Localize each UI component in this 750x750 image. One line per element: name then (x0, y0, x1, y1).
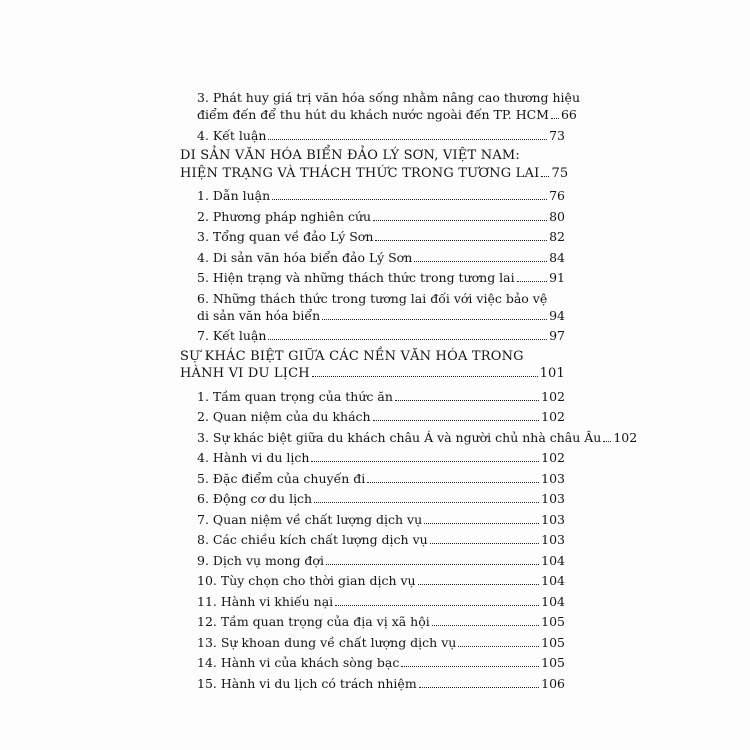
dot-leader (418, 583, 540, 585)
toc-page-number: 76 (549, 188, 565, 203)
dot-leader (458, 645, 539, 647)
toc-entry-text: điểm đến để thu hút du khách nước ngoài đến TP. HCM (197, 107, 549, 122)
toc-page-number: 104 (541, 573, 565, 588)
toc-entry-b5 (180, 269, 565, 286)
toc-entry-a3 (180, 89, 581, 123)
toc-entry-b1 (180, 187, 565, 204)
toc-page-number: 91 (549, 270, 565, 285)
toc-entry-text: 3. Phát huy giá trị văn hóa sống nhằm nâng cao thương hiệu (197, 90, 581, 105)
toc-page-number: 103 (541, 511, 565, 527)
dot-leader (373, 419, 540, 421)
toc-entry-c10 (180, 572, 565, 589)
toc-page-number: 103 (541, 491, 565, 506)
toc-entry-text: 1. Tầm quan trọng của thức ăn (197, 388, 393, 404)
dot-leader (419, 686, 539, 688)
toc-entry-text: 2. Quan niệm của du khách (197, 409, 371, 424)
toc-entry-b4 (180, 249, 565, 266)
dot-leader (551, 117, 559, 119)
toc-entry-c3 (180, 429, 638, 446)
dot-leader (268, 338, 547, 340)
toc-page-number: 82 (549, 229, 565, 244)
toc-entry-text: di sản văn hóa biển (197, 307, 321, 323)
toc-entry-b6 (180, 290, 565, 324)
dot-leader (541, 175, 549, 177)
toc-entry-b2 (180, 208, 565, 225)
toc-page-number: 103 (541, 470, 565, 486)
toc-entry-text: 5. Hiện trạng và những thách thức trong tương lai (197, 270, 515, 285)
toc-entry-text: 15. Hành vi du lịch có trách nhiệm (197, 675, 417, 691)
toc-entry-text: 4. Di sản văn hóa biển đảo Lý Sơn (197, 249, 413, 265)
section-title: SỰ KHÁC BIỆT GIỮA CÁC NỀN VĂN HÓA TRONG (180, 348, 524, 364)
toc-page-number: 80 (549, 208, 565, 224)
dot-leader (322, 318, 547, 320)
toc-page-number: 94 (549, 307, 565, 323)
dot-leader (367, 481, 539, 483)
toc-entry-text: 13. Sự khoan dung về chất lượng dịch vụ (197, 634, 457, 650)
toc-entry-text: 14. Hành vi của khách sòng bạc (197, 655, 400, 670)
toc-page-number: 75 (551, 165, 569, 181)
toc-entry-c4 (180, 449, 565, 466)
dot-leader (326, 563, 539, 565)
toc-entry-text: 7. Quan niệm về chất lượng dịch vụ (197, 511, 423, 527)
toc-page-number: 103 (541, 532, 565, 547)
toc-entry-text: 5. Đặc điểm của chuyến đi (197, 470, 366, 486)
toc-page-number: 102 (541, 388, 565, 404)
toc-page-number: 101 (539, 366, 565, 381)
section-title: DI SẢN VĂN HÓA BIỂN ĐẢO LÝ SƠN, VIỆT NAM: (180, 148, 521, 163)
dot-leader (517, 280, 547, 282)
toc-entry-text: 3. Sự khác biệt giữa du khách châu Á và người chủ nhà châu Âu (197, 429, 602, 445)
dot-leader (373, 219, 547, 221)
toc-page-number: 102 (613, 429, 638, 445)
dot-leader (335, 604, 539, 606)
dot-leader (311, 460, 539, 462)
toc-entry-c2 (180, 408, 565, 425)
toc-entry-c9 (180, 552, 565, 569)
dot-leader (414, 260, 547, 262)
toc-page-number: 97 (549, 328, 565, 343)
dot-leader (268, 138, 547, 140)
toc-page-number: 104 (541, 552, 565, 568)
dot-leader (314, 501, 539, 503)
toc-page-number: 102 (541, 450, 565, 465)
toc-page-number: 104 (541, 593, 565, 609)
toc-page-number: 106 (541, 675, 565, 691)
toc-entry-text: 6. Động cơ du lịch (197, 491, 313, 506)
toc-entry-text: 4. Hành vi du lịch (197, 450, 310, 465)
toc-entry-text: 12. Tầm quan trọng của địa vị xã hội (197, 614, 430, 629)
toc-entry-c6 (180, 490, 565, 507)
toc-entry-text: 7. Kết luận (197, 328, 267, 343)
toc-entry-text: 2. Phương pháp nghiên cứu (197, 208, 372, 224)
toc-entry-c8 (180, 531, 565, 548)
toc-page-number: 105 (541, 614, 565, 629)
toc-entry-c14 (180, 654, 565, 671)
toc-page-number: 73 (549, 127, 565, 143)
table-of-contents (180, 89, 638, 692)
toc-page-number: 66 (560, 107, 577, 122)
section-c-entries (180, 388, 638, 692)
toc-entry-c7 (180, 511, 565, 528)
toc-entry-b3 (180, 228, 565, 245)
toc-entry-c1 (180, 388, 565, 405)
toc-entry-text: 1. Dẫn luận (197, 188, 271, 203)
toc-entry-c5 (180, 470, 565, 487)
toc-entry-text: 3. Tổng quan về đảo Lý Sơn (197, 229, 374, 244)
toc-entry-c13 (180, 634, 565, 651)
toc-page-number: 105 (541, 655, 565, 670)
toc-entry-c11 (180, 593, 565, 610)
toc-entry-text: 11. Hành vi khiếu nại (197, 593, 334, 609)
dot-leader (395, 399, 539, 401)
section-title: HIỆN TRẠNG VÀ THÁCH THỨC TRONG TƯƠNG LAI (180, 165, 540, 181)
toc-entry-b7 (180, 327, 565, 344)
toc-section-heading-ly-son (180, 147, 569, 182)
toc-entry-text: 10. Tùy chọn cho thời gian dịch vụ (197, 573, 416, 588)
dot-leader (312, 375, 538, 377)
dot-leader (430, 542, 539, 544)
dot-leader (603, 440, 611, 442)
dot-leader (401, 665, 539, 667)
toc-page-number: 84 (549, 249, 565, 265)
toc-entry-text: 4. Kết luận (197, 127, 267, 143)
dot-leader (432, 624, 539, 626)
toc-entry-text: 8. Các chiều kích chất lượng dịch vụ (197, 532, 428, 547)
toc-entry-c12 (180, 613, 565, 630)
dot-leader (424, 522, 539, 524)
dot-leader (375, 239, 547, 241)
toc-entry-text: 6. Những thách thức trong tương lai đối với việc bảo vệ (197, 290, 548, 306)
toc-page-number: 105 (541, 634, 565, 650)
toc-entry-a4 (180, 127, 565, 144)
toc-entry-text: 9. Dịch vụ mong đợi (197, 552, 324, 568)
toc-entry-c15 (180, 675, 565, 692)
toc-page-number: 102 (541, 409, 565, 424)
toc-section-heading-cultural-differences (180, 348, 565, 383)
section-title: HÀNH VI DU LỊCH (180, 366, 310, 381)
dot-leader (272, 198, 547, 200)
